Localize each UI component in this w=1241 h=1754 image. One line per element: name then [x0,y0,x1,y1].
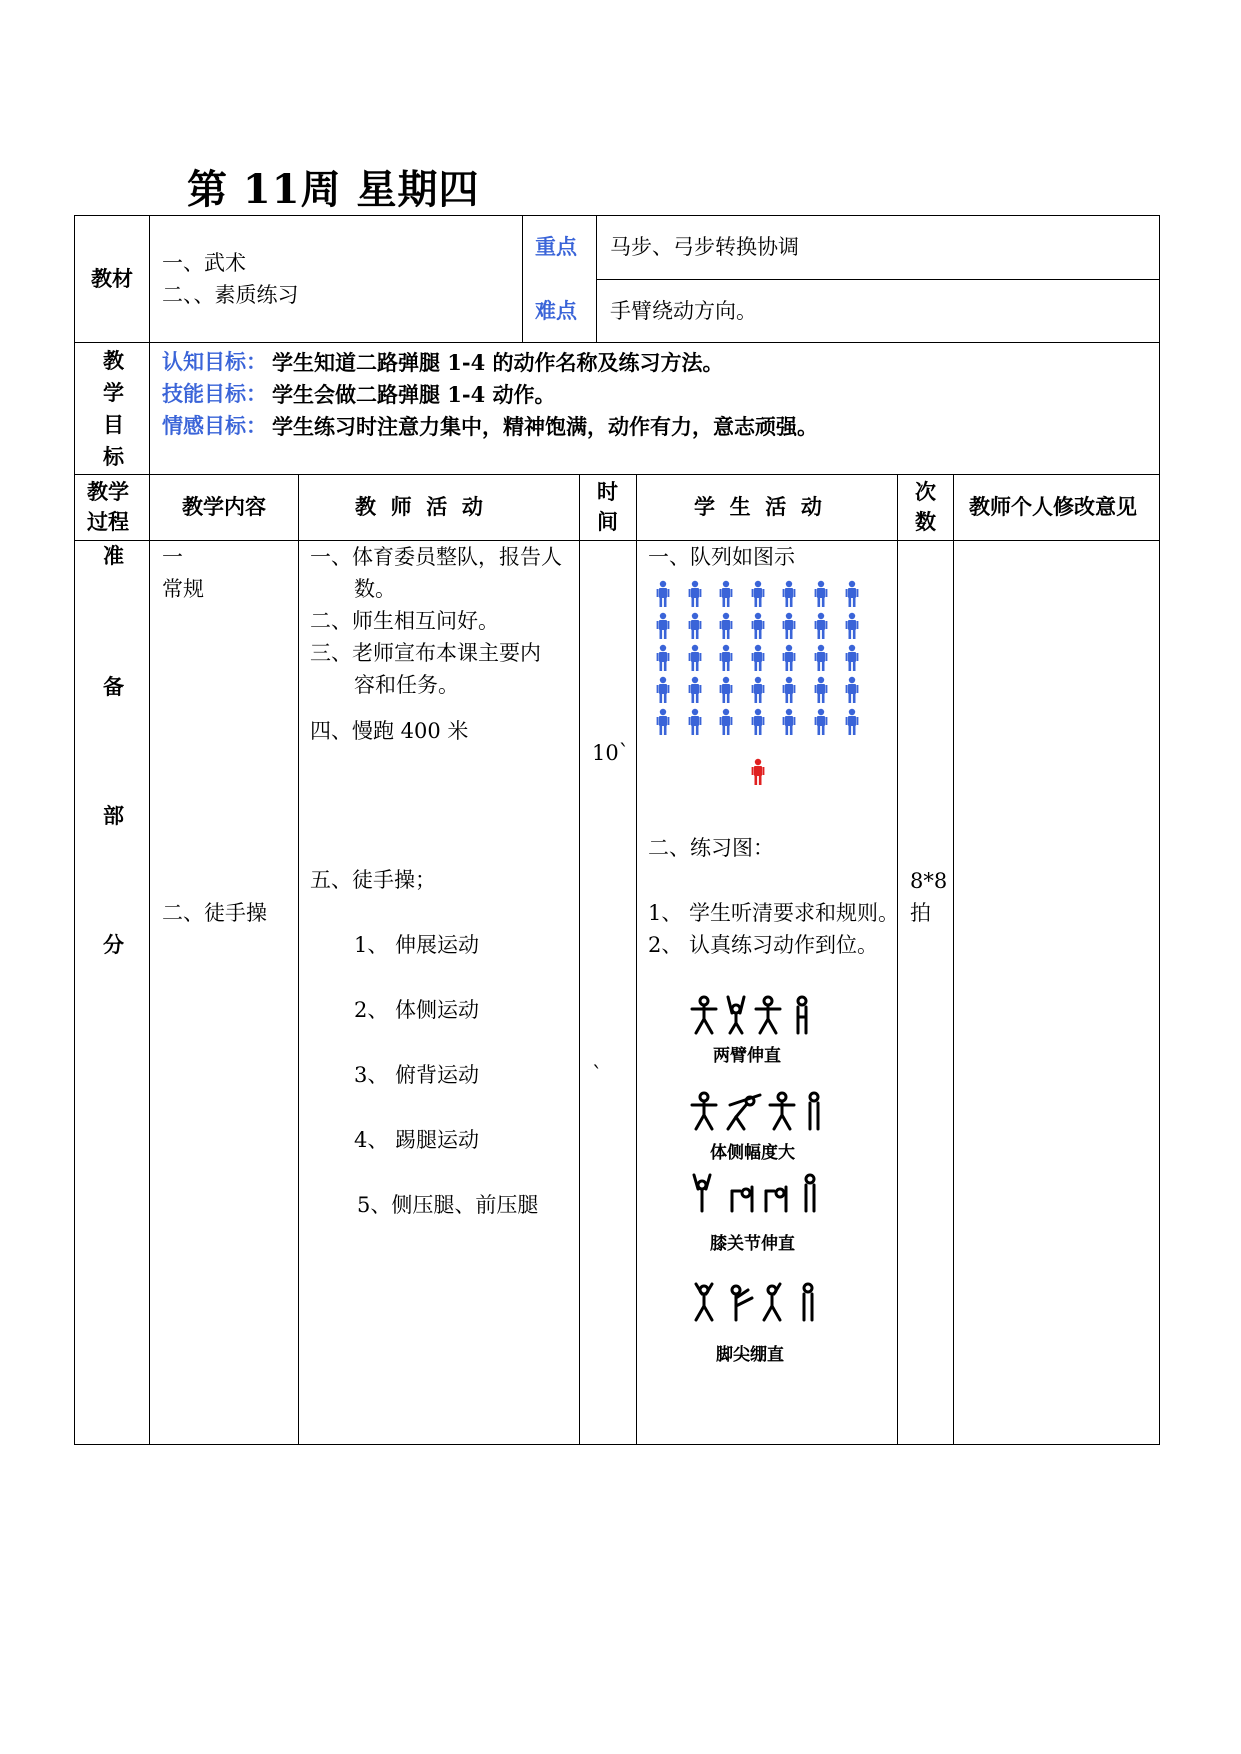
content-item-2: 二、徒手操 [162,901,267,925]
student-figure [845,676,859,708]
student-figure [688,612,702,644]
student-line: 二、练习图： [648,836,774,860]
phase-char: 准 [103,544,124,568]
material-item-2: 二、、素质练习 [162,283,299,307]
student-figure [719,708,733,740]
col-line-5 [897,474,898,1445]
col-line-3 [579,474,580,1445]
teacher-line: 4、 踢腿运动 [354,1128,480,1152]
goals-bottom-line [74,474,1160,475]
student-figure [751,612,765,644]
count-unit: 拍 [910,901,931,925]
student-figure [719,612,733,644]
table-border-bottom [74,1444,1160,1445]
header-line-a [522,215,523,343]
table-border-left [74,215,75,1445]
skill-goal-text: 学生会做二路弹腿 1-4 动作。 [272,382,556,407]
table-border-right [1159,215,1160,1445]
col-process-header: 过程 [87,510,129,534]
table-border-top [74,215,1160,216]
phase-char: 备 [103,675,124,699]
col-count-header: 次 [915,480,936,504]
affective-goal-label: 情感目标： [162,414,267,438]
time-value: ` [592,1063,603,1087]
student-figure [782,708,796,740]
key-point-text: 马步、弓步转换协调 [610,235,799,259]
teacher-line: 5、侧压腿、前压腿 [357,1193,539,1217]
exercise-figures-knee [690,1173,830,1215]
student-figure [719,644,733,676]
student-figure [656,612,670,644]
columns-bottom-line [74,540,1160,541]
student-figure [688,708,702,740]
col-notes-header: 教师个人修改意见 [969,495,1137,519]
exercise-figures-arms [690,995,830,1037]
goals-label-char: 目 [103,413,124,437]
student-figure [688,580,702,612]
student-figure [688,676,702,708]
student-line: 1、 学生听清要求和规则。 [648,901,900,925]
student-figure [751,676,765,708]
col-line-2 [298,474,299,1445]
header-bottom-line [74,342,1160,343]
count-value: 8*8 [910,869,948,893]
student-figure [782,644,796,676]
key-point-label: 重点 [535,235,577,259]
teacher-line: 二、师生相互问好。 [310,609,499,633]
col-process-header: 教学 [87,480,129,504]
student-line: 一、队列如图示 [648,545,795,569]
col-count-header: 数 [915,510,936,534]
content-item-1-text: 常规 [162,577,204,601]
goals-label-char: 标 [103,445,124,469]
figure-caption: 两臂伸直 [713,1046,781,1066]
col-teacher-header: 教 师 活 动 [355,495,483,519]
student-figure [656,676,670,708]
phase-char: 分 [103,933,124,957]
material-label: 教材 [91,267,133,291]
col-content-header: 教学内容 [182,495,266,519]
teacher-line: 一、体育委员整队，报告人 [310,545,562,569]
col-line-6 [953,474,954,1445]
student-figure [814,676,828,708]
teacher-line: 四、慢跑 400 米 [310,719,469,743]
student-figure [845,708,859,740]
cognitive-goal-label: 认知目标： [162,350,267,374]
difficulty-text: 手臂绕动方向。 [610,299,757,323]
teacher-line: 容和任务。 [354,673,459,697]
student-figure [656,644,670,676]
col-line-1 [149,215,150,1445]
student-line: 2、 认真练习动作到位。 [648,933,879,957]
student-figure [751,708,765,740]
header-line-b [596,215,597,343]
student-figure [814,612,828,644]
affective-goal-text: 学生练习时注意力集中，精神饱满，动作有力，意志顽强。 [272,414,818,439]
student-figure [751,644,765,676]
teacher-line: 3、 俯背运动 [354,1063,480,1087]
student-figure [719,580,733,612]
figure-caption: 体侧幅度大 [710,1143,795,1163]
figure-caption: 膝关节伸直 [710,1234,795,1254]
phase-char: 部 [103,804,124,828]
teacher-line: 数。 [354,577,396,601]
header-mid-line [596,279,1160,280]
student-figure [845,580,859,612]
student-figure [814,644,828,676]
teacher-line: 2、 体侧运动 [354,998,480,1022]
student-figure [656,708,670,740]
material-item-1: 一、武术 [162,251,246,275]
student-figure [656,580,670,612]
student-figure [751,580,765,612]
student-figure [688,644,702,676]
student-figure [814,708,828,740]
student-figure [719,676,733,708]
exercise-figures-side-bend [690,1091,830,1133]
student-figure [814,580,828,612]
student-figure [845,644,859,676]
goals-label-char: 学 [103,381,124,405]
teacher-line: 三、老师宣布本课主要内 [310,641,541,665]
col-student-header: 学 生 活 动 [694,495,822,519]
cognitive-goal-text: 学生知道二路弹腿 1-4 的动作名称及练习方法。 [272,350,724,375]
teacher-figure [751,758,765,790]
skill-goal-label: 技能目标： [162,382,267,406]
difficulty-label: 难点 [535,299,577,323]
time-value: 10` [592,741,630,765]
student-figure [782,612,796,644]
teacher-line: 1、 伸展运动 [354,933,480,957]
figure-caption: 脚尖绷直 [716,1345,784,1365]
col-time-header: 间 [597,510,618,534]
page-title: 第 11周 星期四 [187,166,480,213]
student-figure [845,612,859,644]
col-time-header: 时 [597,480,618,504]
col-line-4 [636,474,637,1445]
student-figure [782,580,796,612]
exercise-figures-kick [690,1282,830,1324]
teacher-line: 五、徒手操； [310,868,436,892]
content-item-1-number: 一 [162,545,183,569]
goals-label-char: 教 [103,349,124,373]
student-figure [782,676,796,708]
